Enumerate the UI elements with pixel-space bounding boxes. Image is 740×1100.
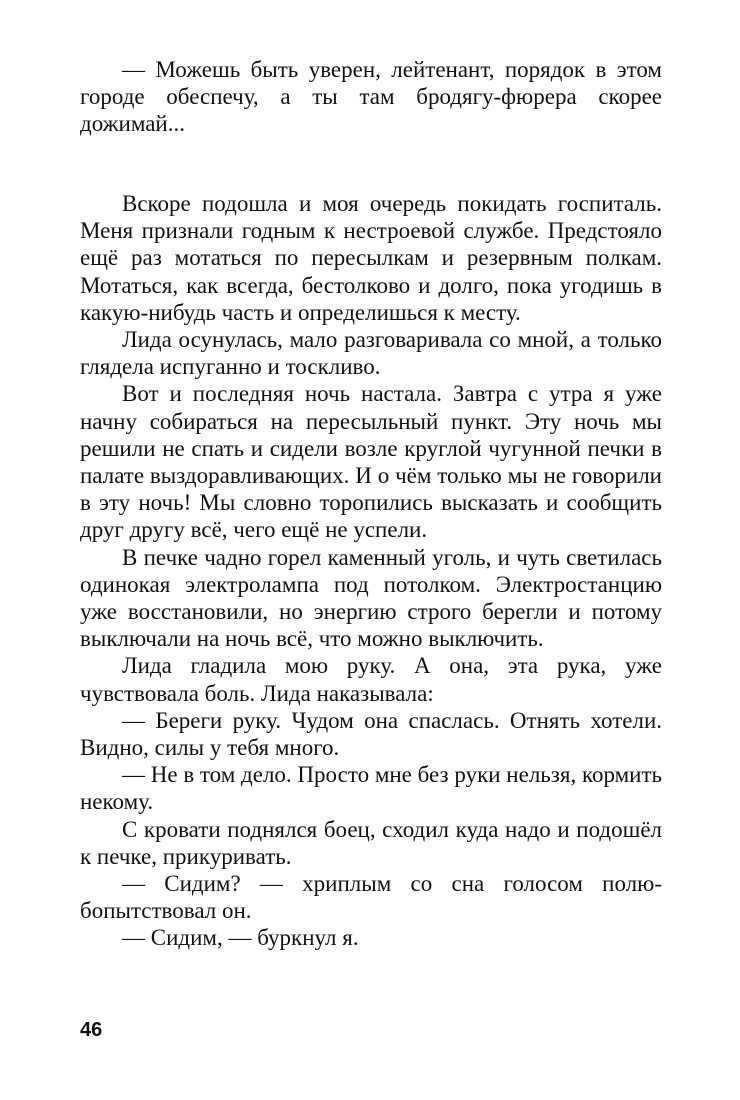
paragraph: — Не в том дело. Просто мне без руки нельзя, кормить некому. [80, 762, 663, 815]
paragraph: Лида гладила мою руку. А она, эта рука, уже чувствовала боль. Лида наказывала: [80, 653, 662, 706]
paragraph: Вот и последняя ночь настала. Завтра с утра я уже начну собираться на пересыльный пункт. Эту ночь мы решили не спать и сидели возле круглой чугунной печки в палате выздоравливающих. И о чём только мы не говорили в эту ночь! Мы словно торопились высказать и сообщить друг другу всё, чего ещё не успели. [80, 381, 662, 543]
paragraph: — Сидим? — хриплым со сна голосом полюбопытствовал он. [80, 871, 662, 924]
intro-paragraph: — Можешь быть уверен, лейтенант, порядок в этом городе обеспечу, а ты там бродягу-фюрера скорее дожимай... [80, 57, 662, 137]
paragraph: — Береги руку. Чудом она спаслась. Отнять хотели. Видно, силы у тебя много. [80, 707, 662, 761]
paragraph: Лида осунулась, мало разговаривала со мной, а только глядела испуганно и тоскливо. [80, 327, 662, 380]
paragraph: — Сидим, — буркнул я. [122, 925, 359, 951]
paragraph: С кровати поднялся боец, сходил куда надо и подошёл к печке, прикуривать. [80, 816, 662, 869]
paragraph: В печке чадно горел каменный уголь, и чуть светилась одинокая электролампа под потолком. Электростанцию уже восстановили, но энергию строго берегли и потому выключали на ночь всё, что можно выключить. [80, 544, 662, 652]
paragraph: Вскоре подошла и моя очередь покидать госпиталь. Меня признали годным к нестроевой службе. Предстояло ещё раз мотаться по пересылкам и резервным полкам. Мотаться, как всегда, бестолково и долго, пока угодишь в какую-нибудь часть и определишься к месту. [80, 191, 662, 325]
page-number: 46 [80, 1019, 103, 1041]
main-text-block [80, 190, 662, 952]
intro-text-block [80, 56, 662, 138]
